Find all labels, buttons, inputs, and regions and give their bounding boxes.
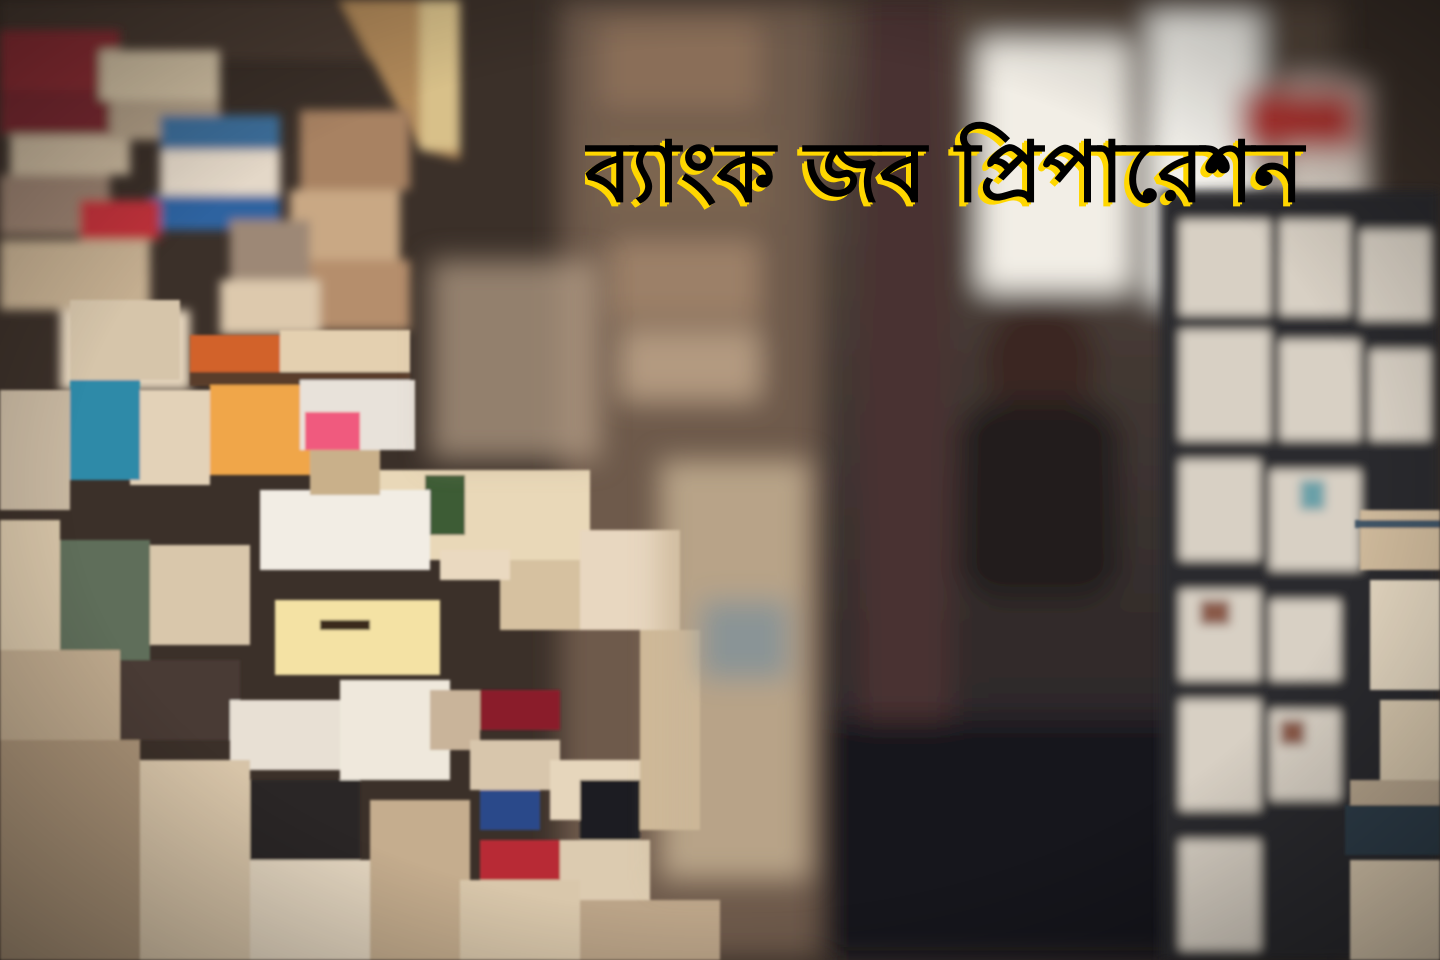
title-overlay-text: ব্যাংক জব প্রিপারেশন — [585, 123, 1304, 221]
